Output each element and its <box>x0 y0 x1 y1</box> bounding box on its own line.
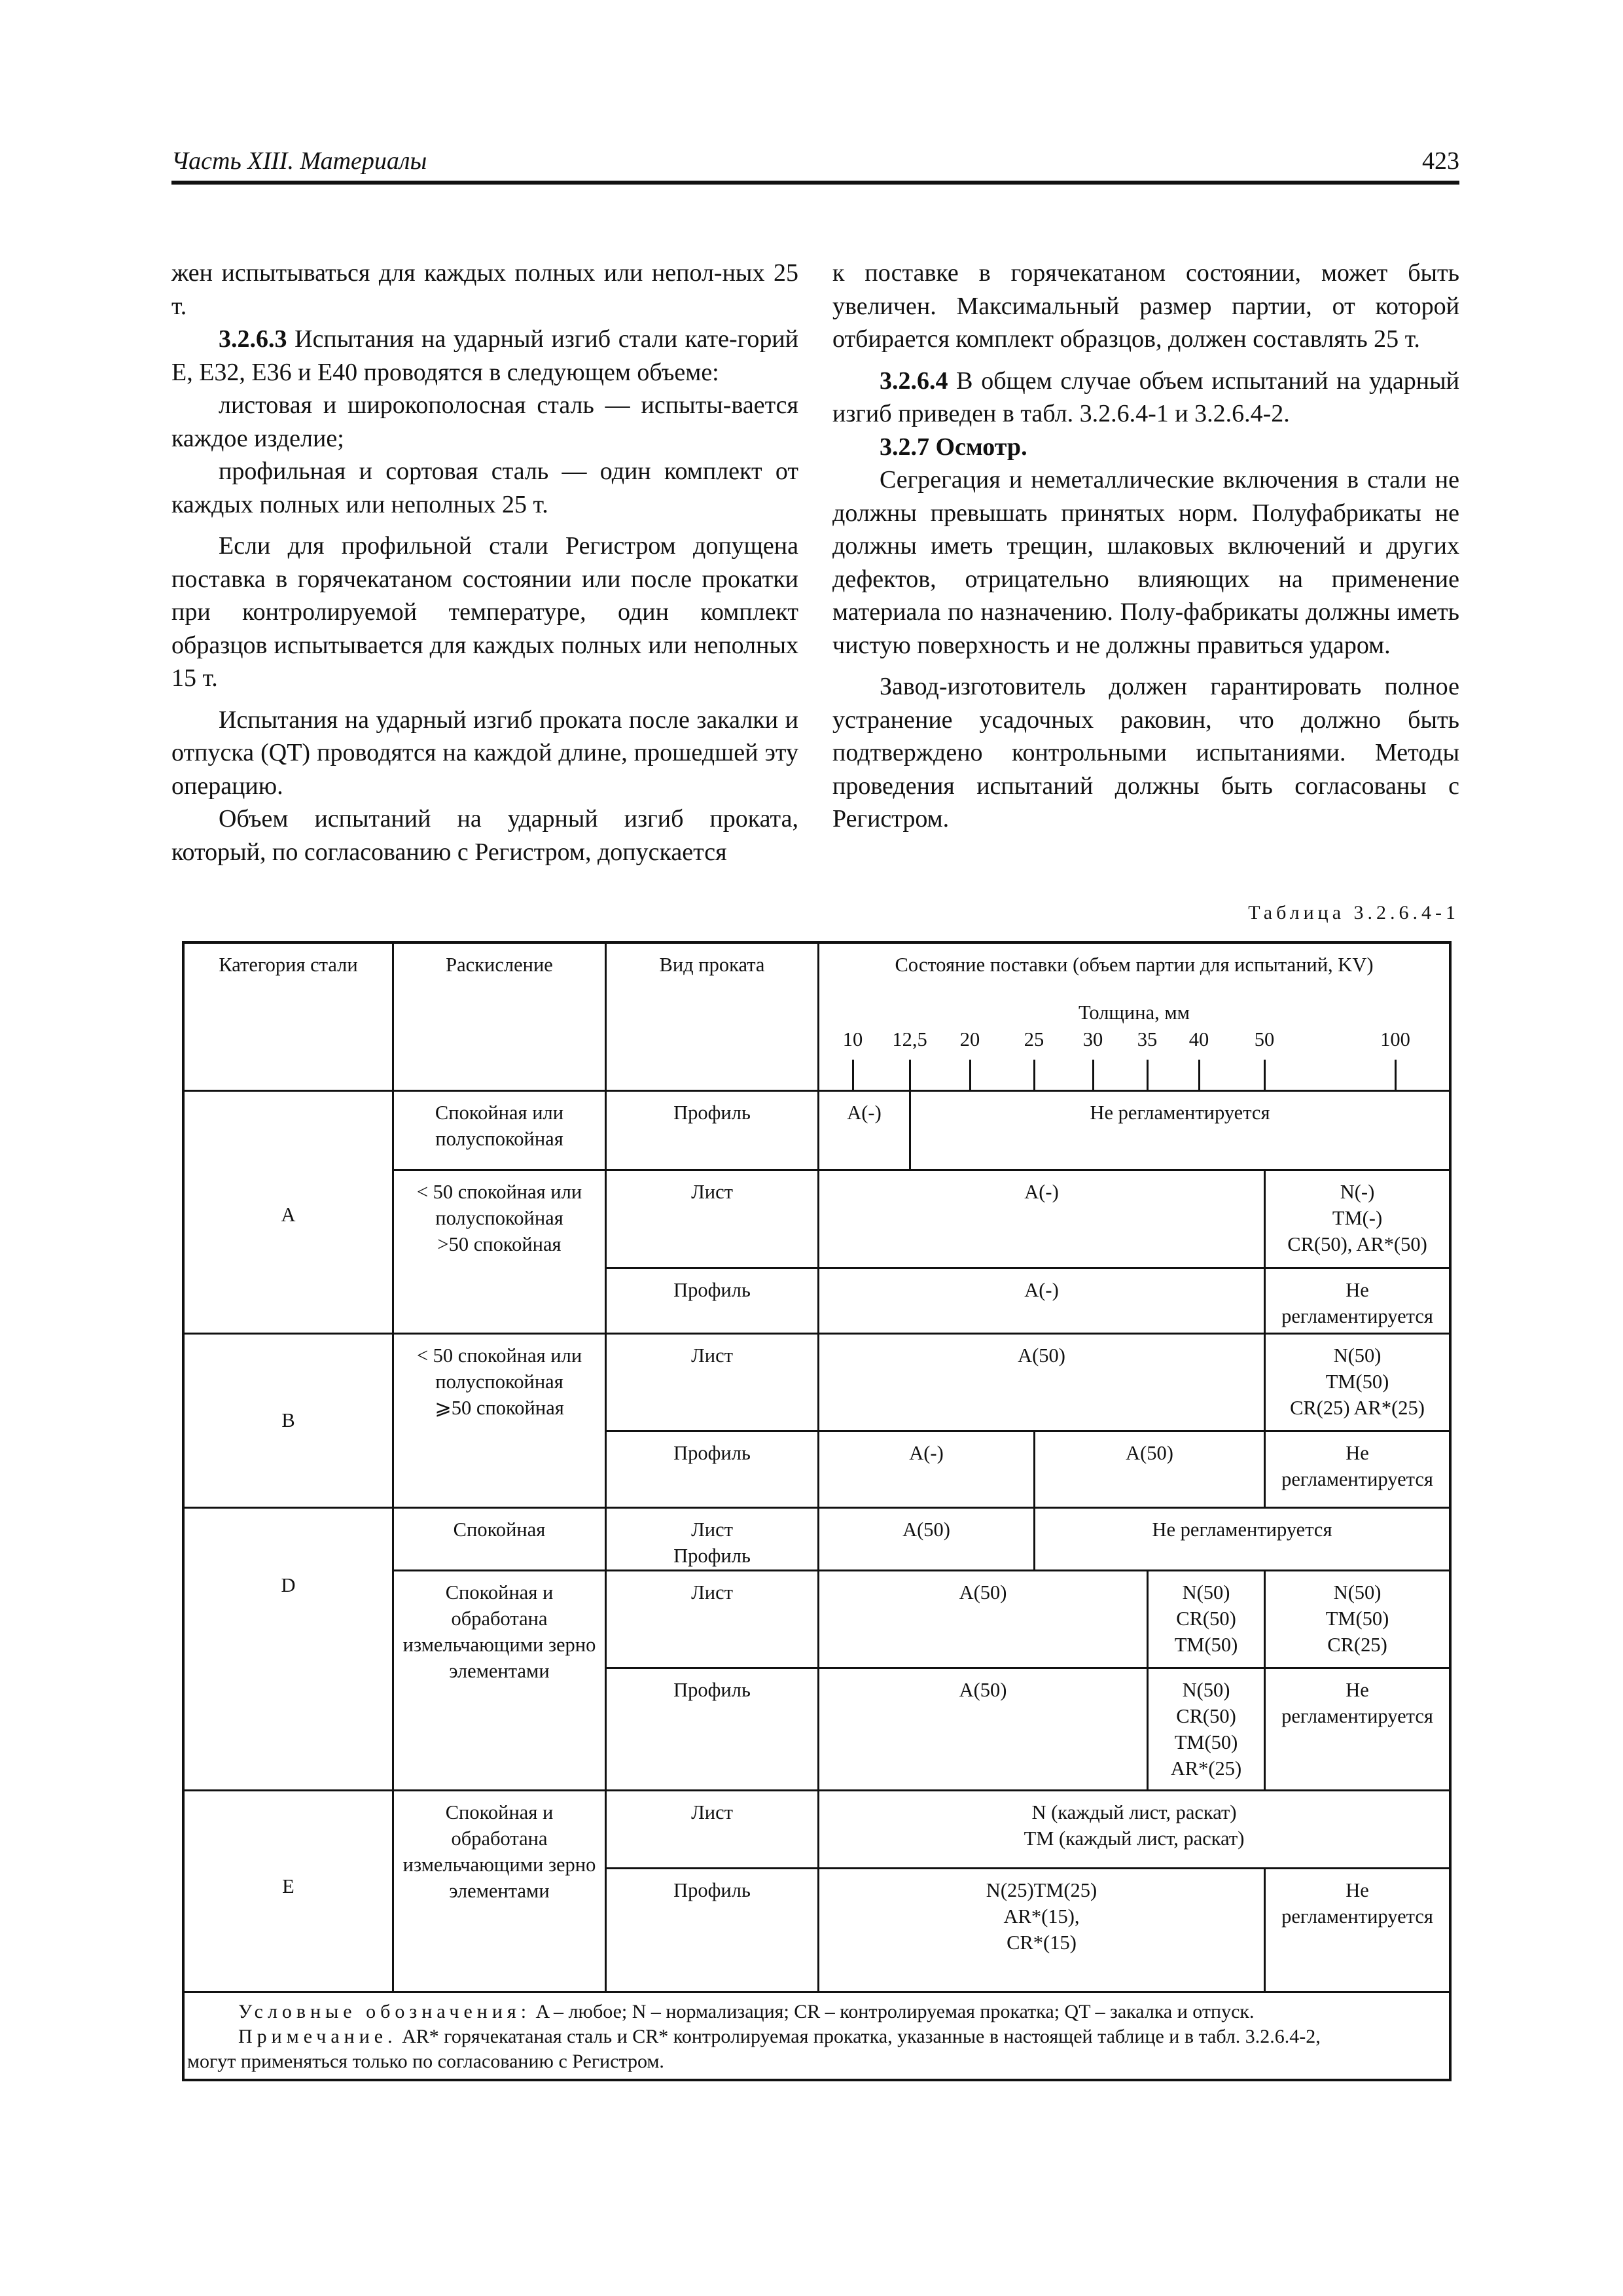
category-d: D <box>281 1574 296 1596</box>
part-title: Часть XIII. Материалы <box>171 147 427 175</box>
page-number: 423 <box>1422 147 1459 175</box>
category-a: A <box>281 1204 296 1226</box>
paragraph: Объем испытаний на ударный изгиб проката, который, по согласованию с Регистром, допускается <box>171 805 798 866</box>
value-cell: Не регламентируется <box>1281 1679 1433 1727</box>
value-cell: A(-) <box>847 1102 882 1124</box>
value-cell: Не регламентируется <box>1281 1879 1433 1928</box>
value-cell: Не регламентируется <box>1090 1102 1270 1124</box>
paragraph: Если для профильной стали Регистром допущена поставка в горячекатаном состоянии или после прокатки при контролируемой температуре, один комплект образцов испытывается для каждых полных или неполных 15 т. <box>171 532 798 692</box>
paragraph: Испытания на ударный изгиб проката после закалки и отпуска (QT) проводятся на каждой длине, прошедшей эту операцию. <box>171 706 798 800</box>
product-sheet-profile: Лист Профиль <box>673 1518 751 1567</box>
value-cell: A(-) <box>1024 1181 1059 1203</box>
tick-label: 12,5 <box>892 1028 927 1050</box>
paragraph-3-2-6-3: 3.2.6.3 Испытания на ударный изгиб стали кате-горий E, E32, E36 и E40 проводятся в следующем объеме: <box>171 325 798 386</box>
value-cell: Не регламентируется <box>1152 1518 1332 1541</box>
paragraph: Сегрегация и неметаллические включения в стали не должны превышать принятых норм. Полуфабрикаты не должны иметь трещин, шлаковых включений и других дефектов, отрицательно влияющих на применение материала по назначению. Полу-фабрикаты должны иметь чистую поверхность и не должны правиться ударом. <box>832 466 1459 659</box>
paragraph: Завод-изготовитель должен гарантировать полное устранение усадочных раковин, что должно быть подтверждено контрольными испытаниями. Методы проведения испытаний должны быть согласованы с Регистром. <box>832 673 1459 833</box>
header-deoxidation: Раскисление <box>446 954 553 976</box>
tick-label: 10 <box>842 1028 863 1050</box>
header-category: Категория стали <box>219 954 358 976</box>
value-cell: N(-) TM(-) CR(50), AR*(50) <box>1287 1181 1427 1255</box>
deox-d1: Спокойная <box>453 1518 546 1541</box>
value-cell: N(50) CR(50) TM(50) AR*(25) <box>1170 1679 1242 1780</box>
paragraph: жен испытываться для каждых полных или непол-ных 25 т. <box>171 259 798 320</box>
product-sheet: Лист <box>691 1344 733 1367</box>
value-cell: A(-) <box>909 1442 944 1464</box>
deox-b1: < 50 спокойная или полуспокойная ⩾50 спокойная <box>416 1344 582 1419</box>
value-cell: N(50) TM(50) CR(25) <box>1325 1581 1389 1656</box>
value-cell: N(50) TM(50) CR(25) AR*(25) <box>1290 1344 1425 1419</box>
product-sheet: Лист <box>691 1581 733 1604</box>
product-profile: Профиль <box>673 1279 751 1301</box>
paragraph: к поставке в горячекатаном состоянии, может быть увеличен. Максимальный размер партии, от которой отбирается комплект образцов, должен составлять 25 т. <box>832 259 1459 353</box>
tick-label: 30 <box>1082 1028 1103 1050</box>
product-profile: Профиль <box>673 1102 751 1124</box>
tick-label: 50 <box>1254 1028 1275 1050</box>
left-column <box>171 257 798 869</box>
section-heading-3-2-7: 3.2.7 Осмотр. <box>880 433 1027 461</box>
legend-line: Условные обозначения: A – любое; N – нормализация; CR – контролируемая прокатка; QT – закалка и отпуск. <box>238 2001 1255 2022</box>
tick-label: 25 <box>1024 1028 1044 1050</box>
tick-label: 100 <box>1380 1028 1410 1050</box>
table-notes <box>187 2000 1447 2074</box>
note-line-cont: могут применяться только по согласованию с Регистром. <box>187 2051 664 2072</box>
category-b: B <box>281 1409 295 1431</box>
deox-a2: < 50 спокойная или полуспокойная >50 спокойная <box>416 1181 582 1255</box>
deox-d2: Спокойная и обработана измельчающими зерно элементами <box>402 1581 596 1682</box>
tick-label: 35 <box>1137 1028 1158 1050</box>
deox-a1: Спокойная или полуспокойная <box>435 1102 564 1150</box>
value-cell: Не регламентируется <box>1281 1442 1433 1490</box>
product-sheet: Лист <box>691 1181 733 1203</box>
product-profile: Профиль <box>673 1879 751 1901</box>
value-cell: A(50) <box>1018 1344 1065 1367</box>
value-cell: N (каждый лист, раскат) TM (каждый лист, раскат) <box>1024 1801 1245 1850</box>
header-thickness: Толщина, мм <box>1079 1001 1190 1024</box>
product-profile: Профиль <box>673 1442 751 1464</box>
value-cell: N(50) CR(50) TM(50) <box>1174 1581 1238 1656</box>
value-cell: N(25)TM(25) AR*(15), CR*(15) <box>986 1879 1097 1954</box>
deox-e1: Спокойная и обработана измельчающими зерно элементами <box>402 1801 596 1902</box>
value-cell: Не регламентируется <box>1281 1279 1433 1327</box>
running-header <box>171 137 1459 185</box>
value-cell: A(50) <box>902 1518 950 1541</box>
paragraph: листовая и широкополосная сталь — испыты-вается каждое изделие; <box>171 391 798 452</box>
header-product: Вид проката <box>659 954 765 976</box>
table-caption: Таблица 3.2.6.4-1 <box>1248 902 1459 924</box>
value-cell: A(50) <box>1126 1442 1173 1464</box>
right-column <box>832 257 1459 836</box>
paragraph-3-2-6-4: 3.2.6.4 В общем случае объем испытаний на ударный изгиб приведен в табл. 3.2.6.4-1 и 3.2.6.4-2. <box>832 367 1459 427</box>
value-cell: A(50) <box>959 1679 1007 1701</box>
note-line: Примечание. AR* горячекатаная сталь и CR* контролируемая прокатка, указанные в настоящей таблице и в табл. 3.2.6.4-2, <box>238 2026 1321 2047</box>
value-cell: A(50) <box>959 1581 1007 1604</box>
tick-label: 40 <box>1188 1028 1209 1050</box>
product-profile: Профиль <box>673 1679 751 1701</box>
tick-label: 20 <box>959 1028 980 1050</box>
category-e: E <box>282 1875 294 1897</box>
value-cell: A(-) <box>1024 1279 1059 1301</box>
product-sheet: Лист <box>691 1801 733 1823</box>
header-condition: Состояние поставки (объем партии для испытаний, KV) <box>895 954 1374 976</box>
paragraph: профильная и сортовая сталь — один комплект от каждых полных или неполных 25 т. <box>171 457 798 518</box>
